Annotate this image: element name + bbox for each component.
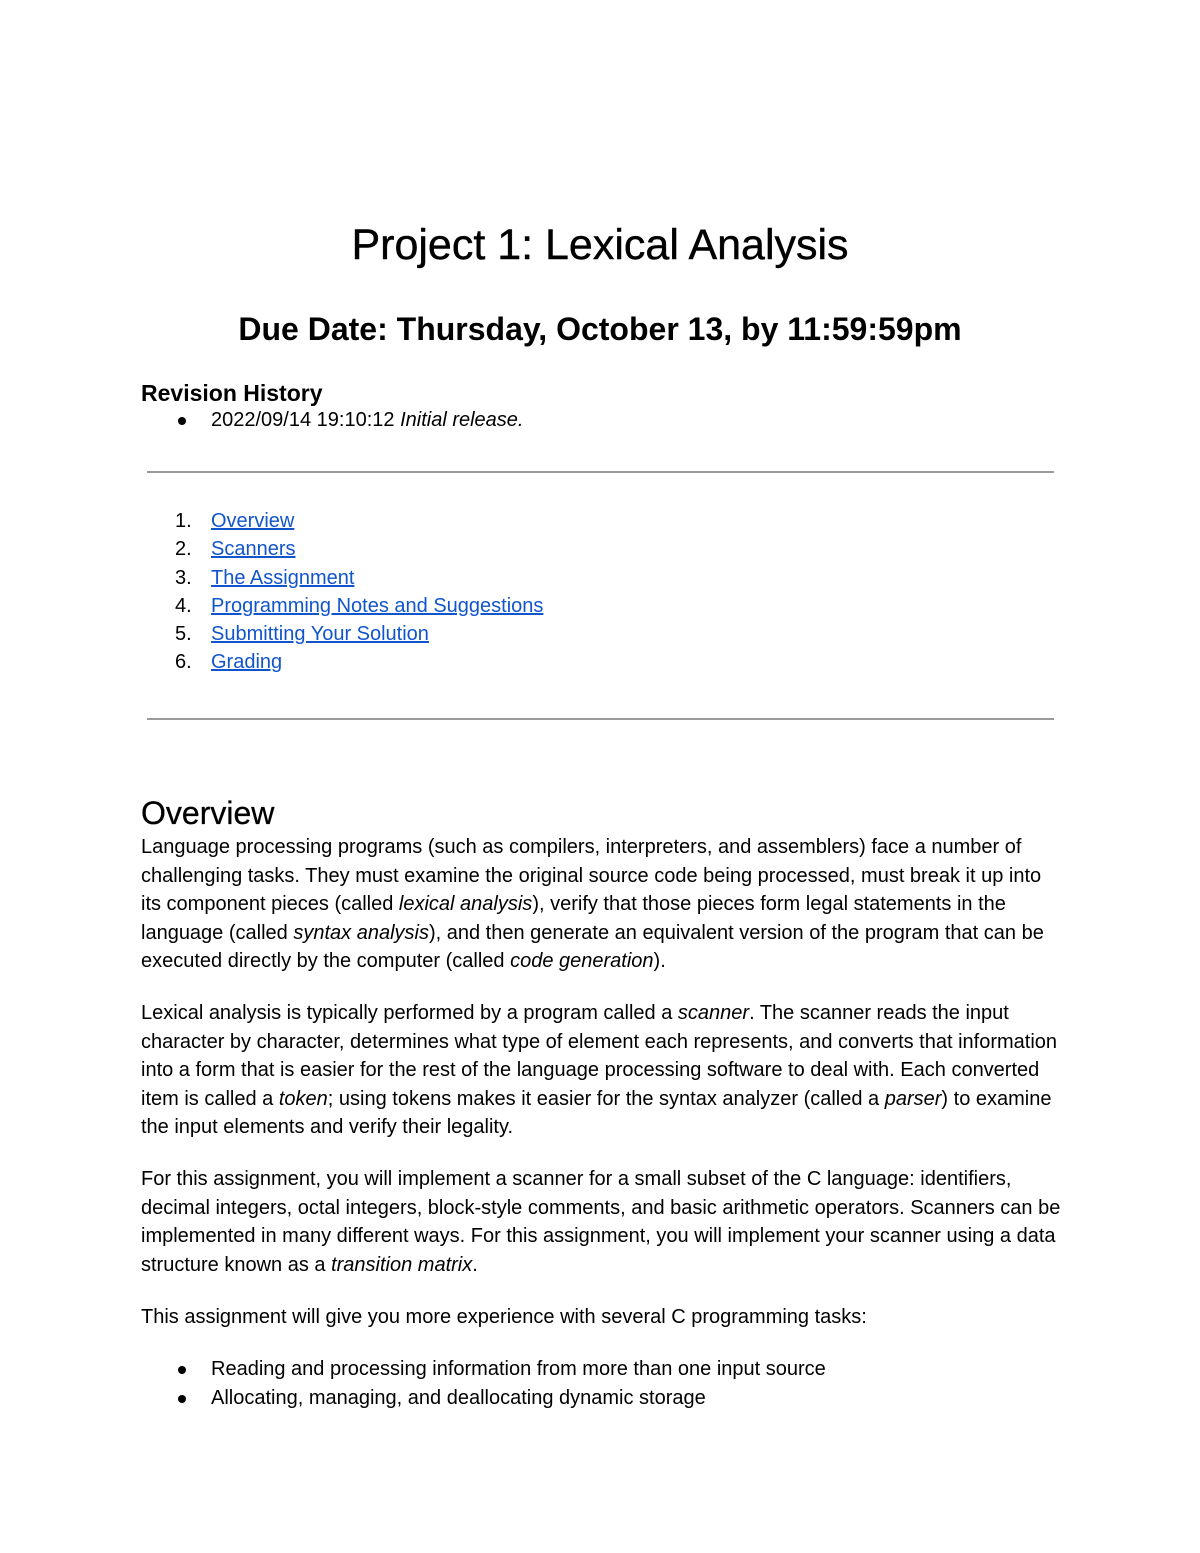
revision-timestamp: 2022/09/14 19:10:12: [211, 409, 395, 431]
revision-note: Initial release.: [400, 409, 524, 431]
horizontal-rule: [147, 718, 1054, 720]
revision-history-heading: Revision History: [141, 380, 323, 406]
toc-link-programming-notes[interactable]: Programming Notes and Suggestions: [211, 594, 544, 617]
toc-item-grading: [141, 648, 543, 676]
page-title: Project 1: Lexical Analysis: [351, 220, 849, 269]
toc-link-submitting[interactable]: Submitting Your Solution: [211, 623, 429, 646]
toc-number: 4.: [175, 594, 192, 617]
overview-paragraph-4: This assignment will give you more experience with several C programming tasks:: [141, 1306, 867, 1328]
overview-paragraph-1: Language processing programs (such as compilers, interpreters, and assemblers) face a number of challenging tasks. They must examine the original source code being processed, must break it up into its component pieces (called lexical analysis), verify that those pieces form legal statements in the language (called syntax analysis), and then generate an equivalent version of the program that can be executed directly by the computer (called code generation).: [141, 836, 1044, 972]
table-of-contents: [141, 507, 543, 677]
horizontal-rule: [147, 471, 1054, 473]
toc-link-scanners[interactable]: Scanners: [211, 538, 296, 561]
revision-entry: [141, 406, 523, 435]
overview-paragraph-3: For this assignment, you will implement a scanner for a small subset of the C language: identifiers, decimal integers, octal integers, block-style comments, and basic arithmetic operators. Scanners can be implemented in many different ways. For this assignment, you will implement your scanner using a data structure known as a transition matrix.: [141, 1168, 1061, 1276]
list-item: Reading and processing information from more than one input source: [141, 1355, 826, 1384]
toc-item-assignment: [141, 564, 543, 592]
toc-number: 3.: [175, 566, 192, 589]
toc-item-submitting: [141, 620, 543, 648]
toc-item-programming-notes: [141, 592, 543, 620]
overview-paragraph-2: Lexical analysis is typically performed by a program called a scanner. The scanner reads the input character by character, determines what type of element each represents, and converts that information into a form that is easier for the rest of the language processing software to deal with. Each converted item is called a token; using tokens makes it easier for the syntax analyzer (called a parser) to examine the input elements and verify their legality.: [141, 1002, 1058, 1138]
revision-history-list: [141, 406, 523, 435]
toc-number: 5.: [175, 623, 192, 646]
toc-link-overview[interactable]: Overview: [211, 510, 295, 532]
toc-number: 6.: [175, 651, 192, 674]
tasks-list: [141, 1355, 826, 1412]
toc-link-assignment[interactable]: The Assignment: [211, 566, 355, 589]
list-item: Allocating, managing, and deallocating dynamic storage: [141, 1384, 826, 1413]
toc-number: 1.: [175, 510, 192, 532]
toc-item-scanners: [141, 535, 543, 563]
toc-number: 2.: [175, 538, 192, 561]
due-date-heading: Due Date: Thursday, October 13, by 11:59:59pm: [238, 310, 962, 347]
overview-heading: Overview: [141, 794, 275, 831]
toc-link-grading[interactable]: Grading: [211, 651, 283, 674]
toc-item-overview: [141, 507, 543, 535]
